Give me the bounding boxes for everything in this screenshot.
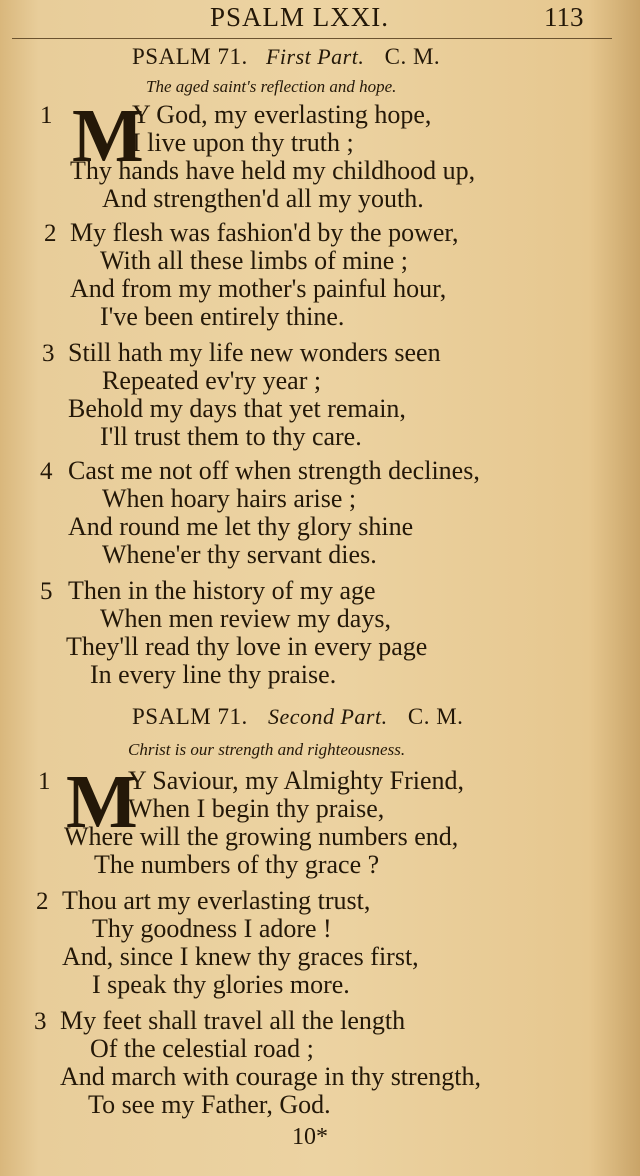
part-2-meter: C. M. (407, 704, 464, 729)
verse-line: And strengthen'd all my youth. (102, 184, 424, 213)
verse-line: My feet shall travel all the length (60, 1006, 406, 1035)
verse-number: 2 (36, 888, 49, 915)
verse-line: I've been entirely thine. (100, 302, 345, 331)
part-2-part: Second Part. (267, 704, 388, 729)
head-rule (12, 38, 612, 39)
verse-line: Thou art my everlasting trust, (62, 886, 371, 915)
verse-line: Thy hands have held my childhood up, (70, 156, 476, 185)
part-2-heading (132, 704, 463, 730)
part-1-subtitle: The aged saint's reflection and hope. (146, 77, 397, 96)
verse-number: 1 (38, 768, 51, 795)
verse-line: I live upon thy truth ; (132, 128, 354, 157)
verse-number: 3 (34, 1008, 47, 1035)
verse-number: 5 (40, 578, 53, 605)
verse-line: With all these limbs of mine ; (100, 246, 409, 275)
running-head (0, 2, 640, 36)
verse-line: And round me let thy glory shine (68, 512, 414, 541)
verse-line: I'll trust them to thy care. (100, 422, 362, 451)
verse-line: Whene'er thy servant dies. (102, 540, 377, 569)
verse-line: My flesh was fashion'd by the power, (70, 218, 459, 247)
verse-line: Behold my days that yet remain, (68, 394, 406, 423)
verse-line: Y God, my everlasting hope, (132, 100, 432, 129)
drop-cap: M (72, 94, 144, 178)
verse-line: I speak thy glories more. (92, 970, 350, 999)
signature-mark: 10* (292, 1124, 328, 1150)
part-2-subtitle: Christ is our strength and righteousness. (128, 740, 406, 759)
verse-line: Still hath my life new wonders seen (68, 338, 441, 367)
verse-line: When men review my days, (100, 604, 391, 633)
verse-line: Where will the growing numbers end, (64, 822, 459, 851)
verse-line: Of the celestial road ; (90, 1034, 314, 1063)
page-number: 113 (544, 2, 584, 32)
verse-number: 1 (40, 102, 53, 129)
verse-line: In every line thy praise. (90, 660, 337, 689)
verse-line: And from my mother's painful hour, (70, 274, 447, 303)
verse-number: 3 (42, 340, 55, 367)
verse-line: Thy goodness I adore ! (92, 914, 332, 943)
running-head-title: PSALM LXXI. (210, 2, 390, 32)
verse-line: Cast me not off when strength declines, (68, 456, 480, 485)
verse-number: 4 (40, 458, 53, 485)
verse-line: To see my Father, God. (88, 1090, 331, 1119)
verse-line: When hoary hairs arise ; (102, 484, 357, 513)
verse-line: When I begin thy praise, (128, 794, 385, 823)
part-1-part: First Part. (265, 44, 365, 69)
part-2-psalm: PSALM 71. (132, 704, 248, 729)
drop-cap: M (66, 760, 138, 844)
verse-line: The numbers of thy grace ? (94, 850, 380, 879)
verse-line: Y Saviour, my Almighty Friend, (128, 766, 464, 795)
verse-line: Then in the history of my age (68, 576, 376, 605)
part-1-meter: C. M. (384, 44, 441, 69)
part-1-heading (132, 44, 440, 70)
verse-line: And march with courage in thy strength, (60, 1062, 481, 1091)
verse-line: They'll read thy love in every page (66, 632, 428, 661)
part-1-psalm: PSALM 71. (132, 44, 248, 69)
verse-number: 2 (44, 220, 57, 247)
verse-line: Repeated ev'ry year ; (102, 366, 322, 395)
verse-line: And, since I knew thy graces first, (62, 942, 419, 971)
